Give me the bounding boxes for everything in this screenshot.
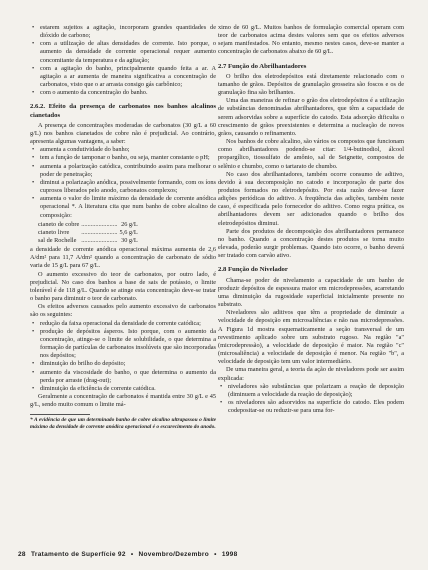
paragraph: No caso dos abrilhantadores, também ocorre consumo de aditivo, devido à sua decomposição no catodo e incorporação de parte dos produtos formados no eletrodepósito. Por esta razão deve-se fazer adições periódicas do aditivo. A freqüência das adições, também neste caso, é especificada pelo fornecedor do aditivo. Como regra prática, os abrilhantadores devem ser adicionados quando o brilho dos eletrodepósitos diminui. — [218, 170, 404, 227]
list-item: • diminuição da eficiência de corrente catódica. — [30, 385, 216, 393]
paragraph: Uma das maneiras de refinar o grão dos eletrodepósitos é a utilização de substâncias denominadas abrilhantadores, que têm a capacidade de serem adsorvidas sobre a superfície do catodo. Esta adsorção dificulta o crescimento de grãos preexistentes e determina a nucleação de novos grãos, causando o refinamento. — [218, 97, 404, 137]
list-item: • aumenta a polarização catódica, contribuindo assim para melhorar o poder de penetração; — [30, 163, 216, 179]
list-item: • estarem sujeitos a agitação, incorporam grandes quantidades de dióxido de carbono; — [30, 24, 216, 40]
list-item: • diminuição do brilho do depósito; — [30, 360, 216, 368]
issue-year: 1998 — [221, 551, 238, 558]
component-value: 5,6 g/L — [119, 228, 138, 236]
dot-leader: ....................... — [81, 237, 118, 244]
paragraph: Parte dos produtos de decomposição dos abrilhantadores permanece no banho. Quando a concentração destes produtos se torna muito elevada, poderão surgir problemas. Quando isto ocorre, o banho deverá ser tratado com carvão ativo. — [218, 227, 404, 260]
dot-leader: ....................... — [81, 228, 118, 236]
table-row — [38, 237, 140, 245]
list-item: • niveladores são substâncias que polarizam a reação de deposição (diminuem a velocidade da reação de deposição); — [218, 383, 404, 399]
footnote: * A evidência de que um determinado banho de cobre alcalino ultrapassou o limite máximo da densidade de corrente anódica operacional é o escurecimento do anodo. — [30, 417, 216, 431]
paragraph: Os efeitos adversos causados pelo aumento excessivo de carbonatos são os seguintes: — [30, 303, 216, 319]
paragraph: A presença de concentrações moderadas de carbonatos (30 g/L a 60 g/L) nos banhos cianetados de cobre não é prejudicial. Ao contrário, apresenta algumas vantagens, a saber: — [30, 121, 216, 146]
journal-name: Tratamento de Superfície 92 — [30, 551, 126, 558]
bath-composition-table — [38, 221, 140, 245]
list-item: • aumento da viscosidade do banho, o que determina o aumento da perda por arraste (drag-out); — [30, 369, 216, 385]
table-row — [38, 229, 140, 237]
bullet-list-adverse-effects — [30, 320, 216, 393]
list-item: • aumenta o valor do limite máximo da densidade de corrente anódica operacional *. A literatura cita que num banho de cobre alcalino de composição: — [30, 195, 216, 219]
paragraph: O aumento excessivo do teor de carbonatos, por outro lado, é prejudicial. No caso dos banhos a base de sais de potássio, o limite tolerável é de 118 g/L. Quando se atinge esta concentração deve-se tratar o banho para diminuir o teor de carbonato. — [30, 270, 216, 303]
component-value: 26 g/L — [121, 220, 138, 228]
paragraph: Niveladores são aditivos que têm a propriedade de diminuir a velocidade de deposição em microsaliências e não nas microdepressões. A Figura 1d mostra esquematicamente a seção transversal de um revestimento aplicado sobre um substrato rugoso. Na região "a" (microdepressão), a velocidade de deposição é maior. Na região "c" (microsaliência) a velocidade de deposição é menor. Na região "b", a velocidade de deposição tem um valor intermediário. — [218, 309, 404, 366]
footnote-divider — [30, 414, 90, 415]
list-item: • produção de depósitos ásperos. Isto porque, com o aumento da concentração, atinge-se o limite de solubilidade, o que determina a formação de partículas de carbonatos insolúveis que são incorporadas nos depósitos; — [30, 328, 216, 361]
issue-months: Novembro/Dezembro — [138, 551, 210, 558]
component-name: cianeto de cobre — [38, 220, 80, 228]
bullet-list-advantages — [30, 146, 216, 219]
list-item: • os niveladores são adsorvidos na superfície do catodo. Eles podem codepositar-se ou reduzir-se para uma for- — [218, 399, 404, 415]
footer-separator: • — [214, 551, 217, 558]
left-column — [30, 24, 216, 431]
list-item: • redução da faixa operacional da densidade de corrente catódica; — [30, 320, 216, 328]
list-item: • diminui a polarização anódica, possivelmente formando, com os íons cuprosos liberados pelo anodo, carbonatos complexos; — [30, 179, 216, 195]
list-item: • tem a função de tamponar o banho, ou seja, manter constante o pH; — [30, 154, 216, 162]
paragraph: a densidade de corrente anódica operacional máxima aumenta de 2,6 A/dm² para 11,7 A/dm² quando a concentração de carbonato de sódio varia de 15 g/L para 67 g/L. — [30, 246, 216, 270]
paragraph: ximo de 60 g/L. Muitos banhos de formulação comercial operam com teor de carbonatos acima destes valores sem que os efeitos adversos sejam manifestados. No entanto, mesmo nestes casos, deve-se manter a concentração de carbonatos abaixo de 60 g/L. — [218, 24, 404, 56]
right-column — [218, 24, 404, 415]
list-item: • aumenta a condutividade do banho; — [30, 146, 216, 154]
section-heading-brighteners: 2.7 Função do Abrilhantadores — [218, 62, 307, 70]
page-number: 28 — [18, 551, 26, 558]
paragraph: Chama-se poder de nivelamento a capacidade de um banho de produzir depósitos de espessura maior em microdepressões, acarretando uma diminuição da rugosidade superficial inicialmente presente no substrato. — [218, 276, 404, 309]
table-row — [38, 221, 140, 229]
paragraph: Geralmente a concentração de carbonatos é mantida entre 30 g/L e 45 g/L, sendo muito comum o limite má- — [30, 392, 216, 409]
page-footer — [18, 551, 241, 558]
paragraph: Nos banhos de cobre alcalino, são vários os compostos que funcionam como abrilhantadores podendo-se citar: 1/4-butinodiol, álcool propargílico, tiossulfato de amônio, sal de Seignette, compostos de selênio e chumbo, como o tartarato de chumbo. — [218, 138, 404, 170]
footer-separator: • — [130, 551, 134, 558]
list-item: • com o aumento da concentração do banho. — [30, 89, 216, 97]
component-value: 30 g/L — [121, 237, 138, 244]
component-name: cianeto livre — [38, 228, 70, 236]
paragraph: O brilho dos eletrodepósitos está diretamente relacionado com o tamanho de grãos. Depósitos de granulação grosseira são foscos e os de granulação fina são brilhantes. — [218, 72, 404, 97]
list-item: • com a utilização de altas densidades de corrente. Isto porque, o aumento da densidade de corrente operacional requer aumento concomitante da temperatura e da agitação; — [30, 40, 216, 64]
section-heading-carbonates: 2.6.2. Efeito da presença de carbonatos nos banhos alcalinos cianetados — [30, 103, 216, 119]
component-name: sal de Rochelle — [38, 237, 77, 244]
dot-leader: ....................... — [81, 220, 118, 228]
section-heading-leveler: 2.8 Função do Nivelador — [218, 266, 288, 274]
paragraph: De uma maneira geral, a teoria da ação de niveladores pode ser assim explicada: — [218, 366, 404, 382]
list-item: • com a agitação do banho, principalmente quando feita a ar. A agitação a ar aumenta de maneira significativa a concentração de carbonatos, visto que o ar arrasta consigo gás carbônico; — [30, 65, 216, 89]
bullet-list-carbonate-causes — [30, 24, 216, 97]
bullet-list-leveler-theory — [218, 383, 404, 416]
